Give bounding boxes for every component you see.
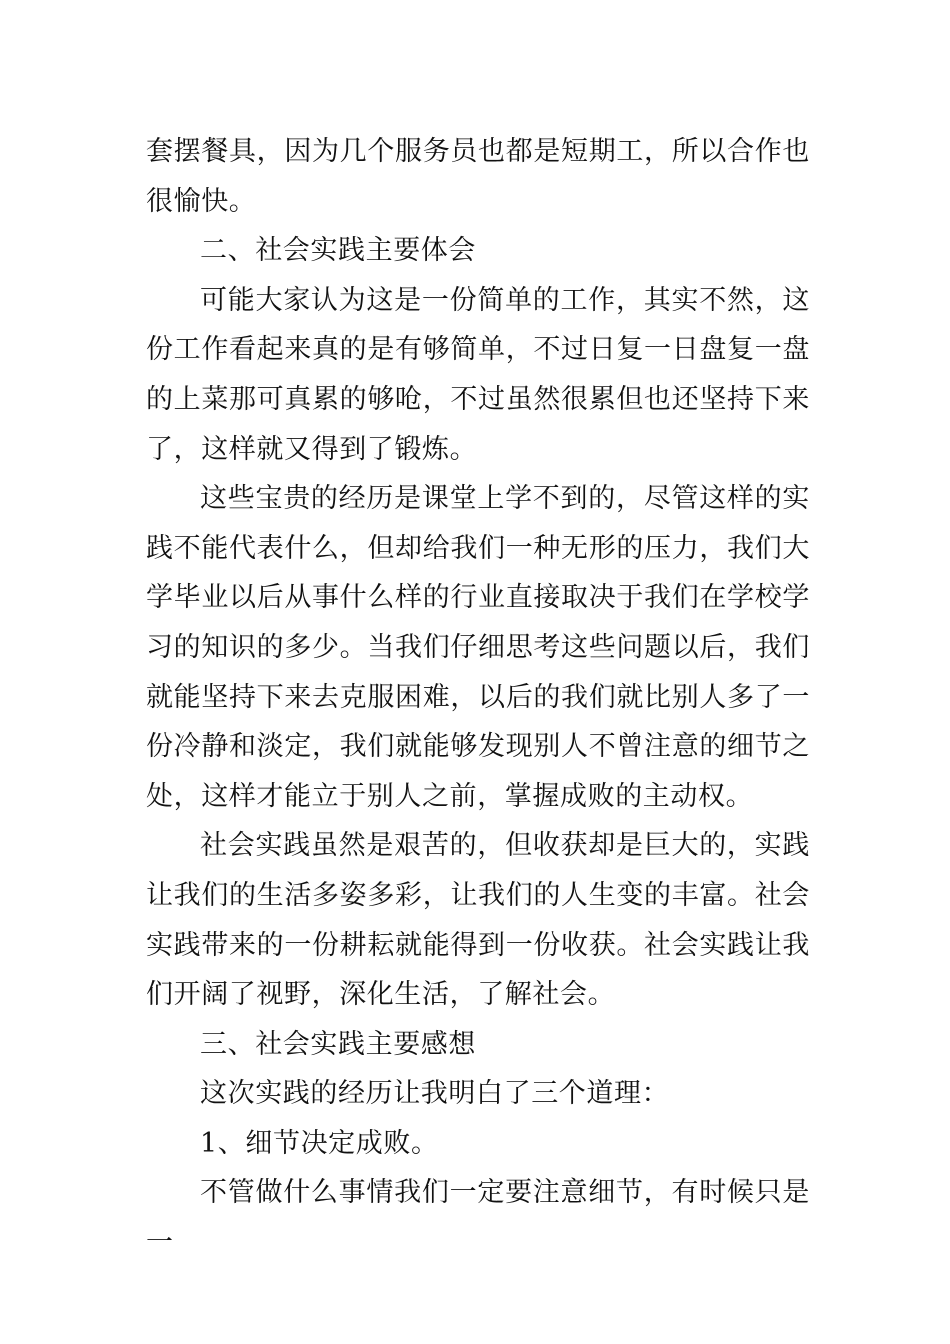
paragraph: 社会实践虽然是艰苦的，但收获却是巨大的，实践让我们的生活多姿多彩，让我们的人生变的丰富。社会实践带来的一份耕耘就能得到一份收获。社会实践让我们开阔了视野，深化生活，了解社会。: [146, 830, 810, 1011]
section-heading-2: 二、社会实践主要体会: [200, 235, 476, 267]
document-body: [146, 127, 810, 1268]
paragraph: 这些宝贵的经历是课堂上学不到的，尽管这样的实践不能代表什么，但却给我们一种无形的压力，我们大学毕业以后从事什么样的行业直接取决于我们在学校学习的知识的多少。当我们仔细思考这些问题以后，我们就能坚持下来去克服困难，以后的我们就比别人多了一份冷静和淡定，我们就能够发现别人不曾注意的细节之处，这样才能立于别人之前，掌握成败的主动权。: [146, 483, 810, 812]
paragraph-continuation: 套摆餐具，因为几个服务员也都是短期工，所以合作也很愉快。: [146, 136, 810, 217]
list-item-heading: 1、细节决定成败。: [200, 1127, 439, 1159]
paragraph: 这次实践的经历让我明白了三个道理：: [200, 1078, 670, 1110]
paragraph-partial: 不管做什么事情我们一定要注意细节，有时候只是一: [146, 1177, 810, 1259]
section-heading-3: 三、社会实践主要感想: [200, 1028, 476, 1060]
paragraph: 可能大家认为这是一份简单的工作，其实不然，这份工作看起来真的是有够简单，不过日复一日盘复一盘的上菜那可真累的够呛，不过虽然很累但也还坚持下来了，这样就又得到了锻炼。: [146, 284, 810, 465]
